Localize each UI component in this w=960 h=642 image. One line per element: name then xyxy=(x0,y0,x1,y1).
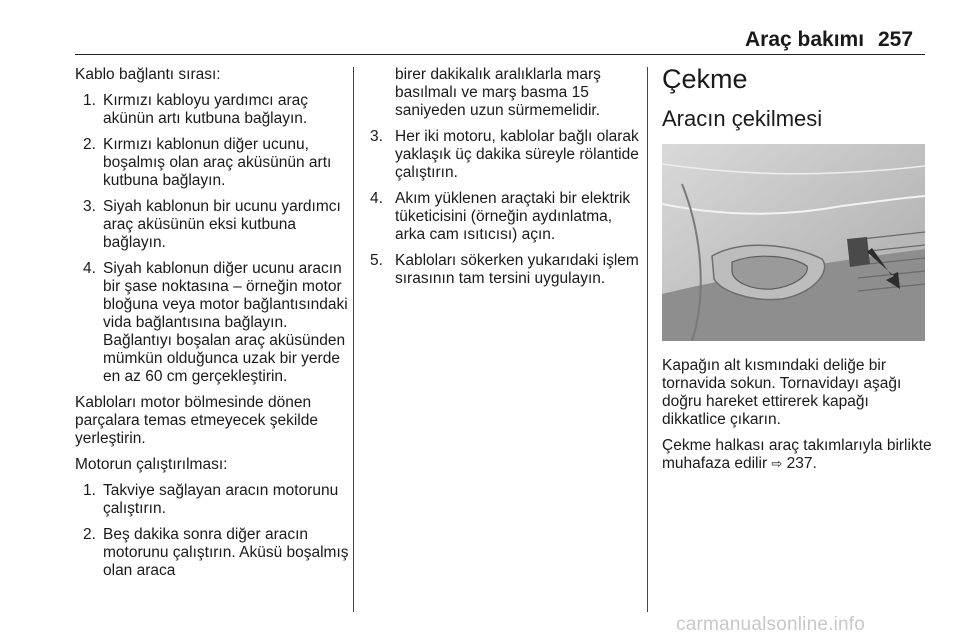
list-number: 4. xyxy=(370,190,383,207)
list-text: Siyah kablonun diğer ucunu aracın bir şase noktasına – örneğin motor bloğuna veya motor bağlantısındaki vida bağlantısına bağlayın. Bağlantıyı boşalan araç aküsünden mümkün olduğunca uzak bir yerde en az 60 cm gerçekleştirin. xyxy=(103,260,348,385)
watermark: carmanualsonline.info xyxy=(676,614,866,635)
list-item xyxy=(75,482,350,518)
list-number: 1. xyxy=(83,92,96,109)
tow-cover-illustration xyxy=(662,144,925,341)
list-text: Takviye sağlayan aracın motorunu çalıştırın. xyxy=(103,482,339,517)
list-number: 4. xyxy=(83,260,96,277)
cable-routing-paragraph: Kabloları motor bölmesinde dönen parçalara temas etmeyecek şekilde yerleştirin. xyxy=(75,394,318,447)
list-item xyxy=(75,260,350,386)
arrow-ref-icon[interactable]: ⇨ xyxy=(771,456,783,471)
column-3 xyxy=(662,64,932,481)
list-item xyxy=(75,526,350,580)
tow-cover-instructions: Kapağın alt kısmındaki deliğe bir tornavida sokun. Tornavidayı aşağı doğru hareket ettirerek kapağı dikkatlice çıkarın. xyxy=(662,357,902,428)
list-item xyxy=(370,252,645,288)
cable-order-list xyxy=(75,92,350,386)
list-number: 2. xyxy=(83,136,96,153)
list-text: Kabloları sökerken yukarıdaki işlem sırasının tam tersini uygulayın. xyxy=(395,252,639,287)
cable-order-intro: Kablo bağlantı sırası: xyxy=(75,66,221,83)
list-item xyxy=(370,128,645,182)
list-text: Beş dakika sonra diğer aracın motorunu çalıştırın. Aküsü boşalmış olan araca xyxy=(103,526,349,579)
list-number: 3. xyxy=(370,128,383,145)
engine-start-list-continued xyxy=(370,128,645,288)
header-section-title: Araç bakımı xyxy=(745,28,865,51)
list-number: 5. xyxy=(370,252,383,269)
list-text: Kırmızı kabloyu yardımcı araç akünün artı kutbuna bağlayın. xyxy=(103,92,309,127)
list-text: Kırmızı kablonun diğer ucunu, boşalmış olan araç aküsünün artı kutbuna bağlayın. xyxy=(103,136,332,189)
column-1 xyxy=(75,66,350,588)
page-reference[interactable]: 237. xyxy=(786,455,817,472)
page-number: 257 xyxy=(878,28,914,51)
header-rule xyxy=(75,54,925,55)
list-text: Her iki motoru, kablolar bağlı olarak yaklaşık üç dakika süreyle rölantide çalıştırın. xyxy=(395,128,639,181)
list-item xyxy=(75,198,350,252)
list-item xyxy=(370,190,645,244)
list-number: 2. xyxy=(83,526,96,543)
list-text: Siyah kablonun bir ucunu yardımcı araç aküsünün eksi kutbuna bağlayın. xyxy=(103,198,341,251)
column-separator-2 xyxy=(647,67,648,612)
engine-start-intro: Motorun çalıştırılması: xyxy=(75,456,228,473)
list-item xyxy=(75,136,350,190)
column-2 xyxy=(370,66,645,296)
list-item xyxy=(75,92,350,128)
column-separator-1 xyxy=(353,67,354,612)
tow-ring-storage xyxy=(662,437,932,473)
subsection-heading: Aracın çekilmesi xyxy=(662,106,823,131)
list-text: Akım yüklenen araçtaki bir elektrik tüketicisini (örneğin aydınlatma, arka cam ısıtıcısı) açın. xyxy=(395,190,631,243)
engine-start-list xyxy=(75,482,350,580)
continued-text: birer dakikalık aralıklarla marş basılmalı ve marş basma 15 saniyeden uzun sürmemelidir. xyxy=(395,66,601,119)
list-number: 1. xyxy=(83,482,96,499)
list-number: 3. xyxy=(83,198,96,215)
section-heading: Çekme xyxy=(662,64,748,94)
tow-ring-text: Çekme halkası araç takımlarıyla birlikte muhafaza edilir xyxy=(662,437,932,472)
